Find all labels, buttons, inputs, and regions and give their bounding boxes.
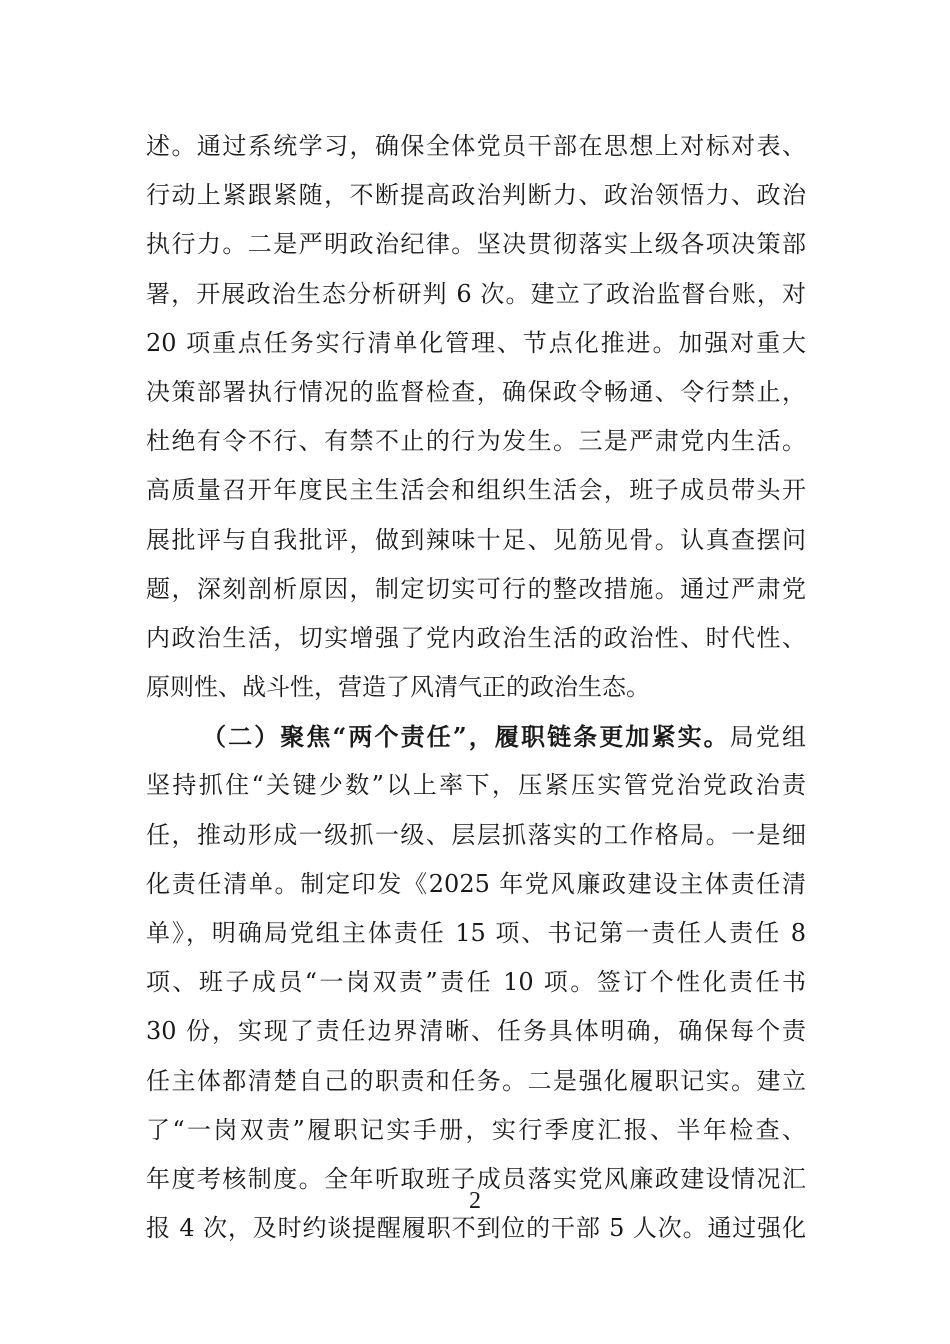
text-line: 执行力。二是严明政治纪律。坚决贯彻落实上级各项决策部	[146, 230, 806, 259]
page-number: 2	[469, 1188, 481, 1214]
text-line: 述。通过系统学习，确保全体党员干部在思想上对标对表、	[146, 132, 806, 160]
text-line: 高质量召开年度民主生活会和组织生活会，班子成员带头开	[146, 476, 806, 505]
text-line: 了“一岗双责”履职记实手册，实行季度汇报、半年检查、	[146, 1115, 806, 1144]
text-line: 杜绝有令不行、有禁不止的行为发生。三是严肃党内生活。	[146, 427, 806, 456]
text-line: 年度考核制度。全年听取班子成员落实党风廉政建设情况汇	[146, 1164, 806, 1193]
text-line: 展批评与自我批评，做到辣味十足、见筋见骨。认真查摆问	[146, 525, 806, 554]
text-line: 题，深刻剖析原因，制定切实可行的整改措施。通过严肃党	[146, 574, 806, 603]
body-text	[146, 122, 806, 1253]
text-line: 化责任清单。制定印发《2025 年党风廉政建设主体责任清	[146, 869, 806, 898]
section-heading-tail: 局党组	[729, 723, 806, 752]
text-line: 坚持抓住“关键少数”以上率下，压紧压实管党治党政治责	[146, 771, 806, 800]
section-heading-line	[146, 712, 806, 761]
text-line: 30 份，实现了责任边界清晰、任务具体明确，确保每个责	[146, 1017, 806, 1046]
text-line: 署，开展政治生态分析研判 6 次。建立了政治监督台账，对	[146, 279, 806, 308]
text-line: 报 4 次，及时约谈提醒履职不到位的干部 5 人次。通过强化	[146, 1214, 806, 1243]
text-line: 任主体都清楚自己的职责和任务。二是强化履职记实。建立	[146, 1066, 806, 1095]
text-line: 决策部署执行情况的监督检查，确保政令畅通、令行禁止，	[146, 377, 806, 406]
text-line: 项、班子成员“一岗双责”责任 10 项。签订个性化责任书	[146, 968, 806, 997]
text-line: 内政治生活，切实增强了党内政治生活的政治性、时代性、	[146, 623, 806, 652]
text-line: 行动上紧跟紧随，不断提高政治判断力、政治领悟力、政治	[146, 181, 806, 210]
text-line: 单》，明确局党组主体责任 15 项、书记第一责任人责任 8	[146, 919, 806, 947]
text-line: 任，推动形成一级抓一级、层层抓落实的工作格局。一是细	[146, 820, 806, 849]
text-line: 20 项重点任务实行清单化管理、节点化推进。加强对重大	[146, 328, 806, 357]
section-heading: （二）聚焦“两个责任”，履职链条更加紧实。	[202, 722, 730, 752]
text-line: 原则性、战斗性，营造了风清气正的政治生态。	[146, 673, 650, 702]
